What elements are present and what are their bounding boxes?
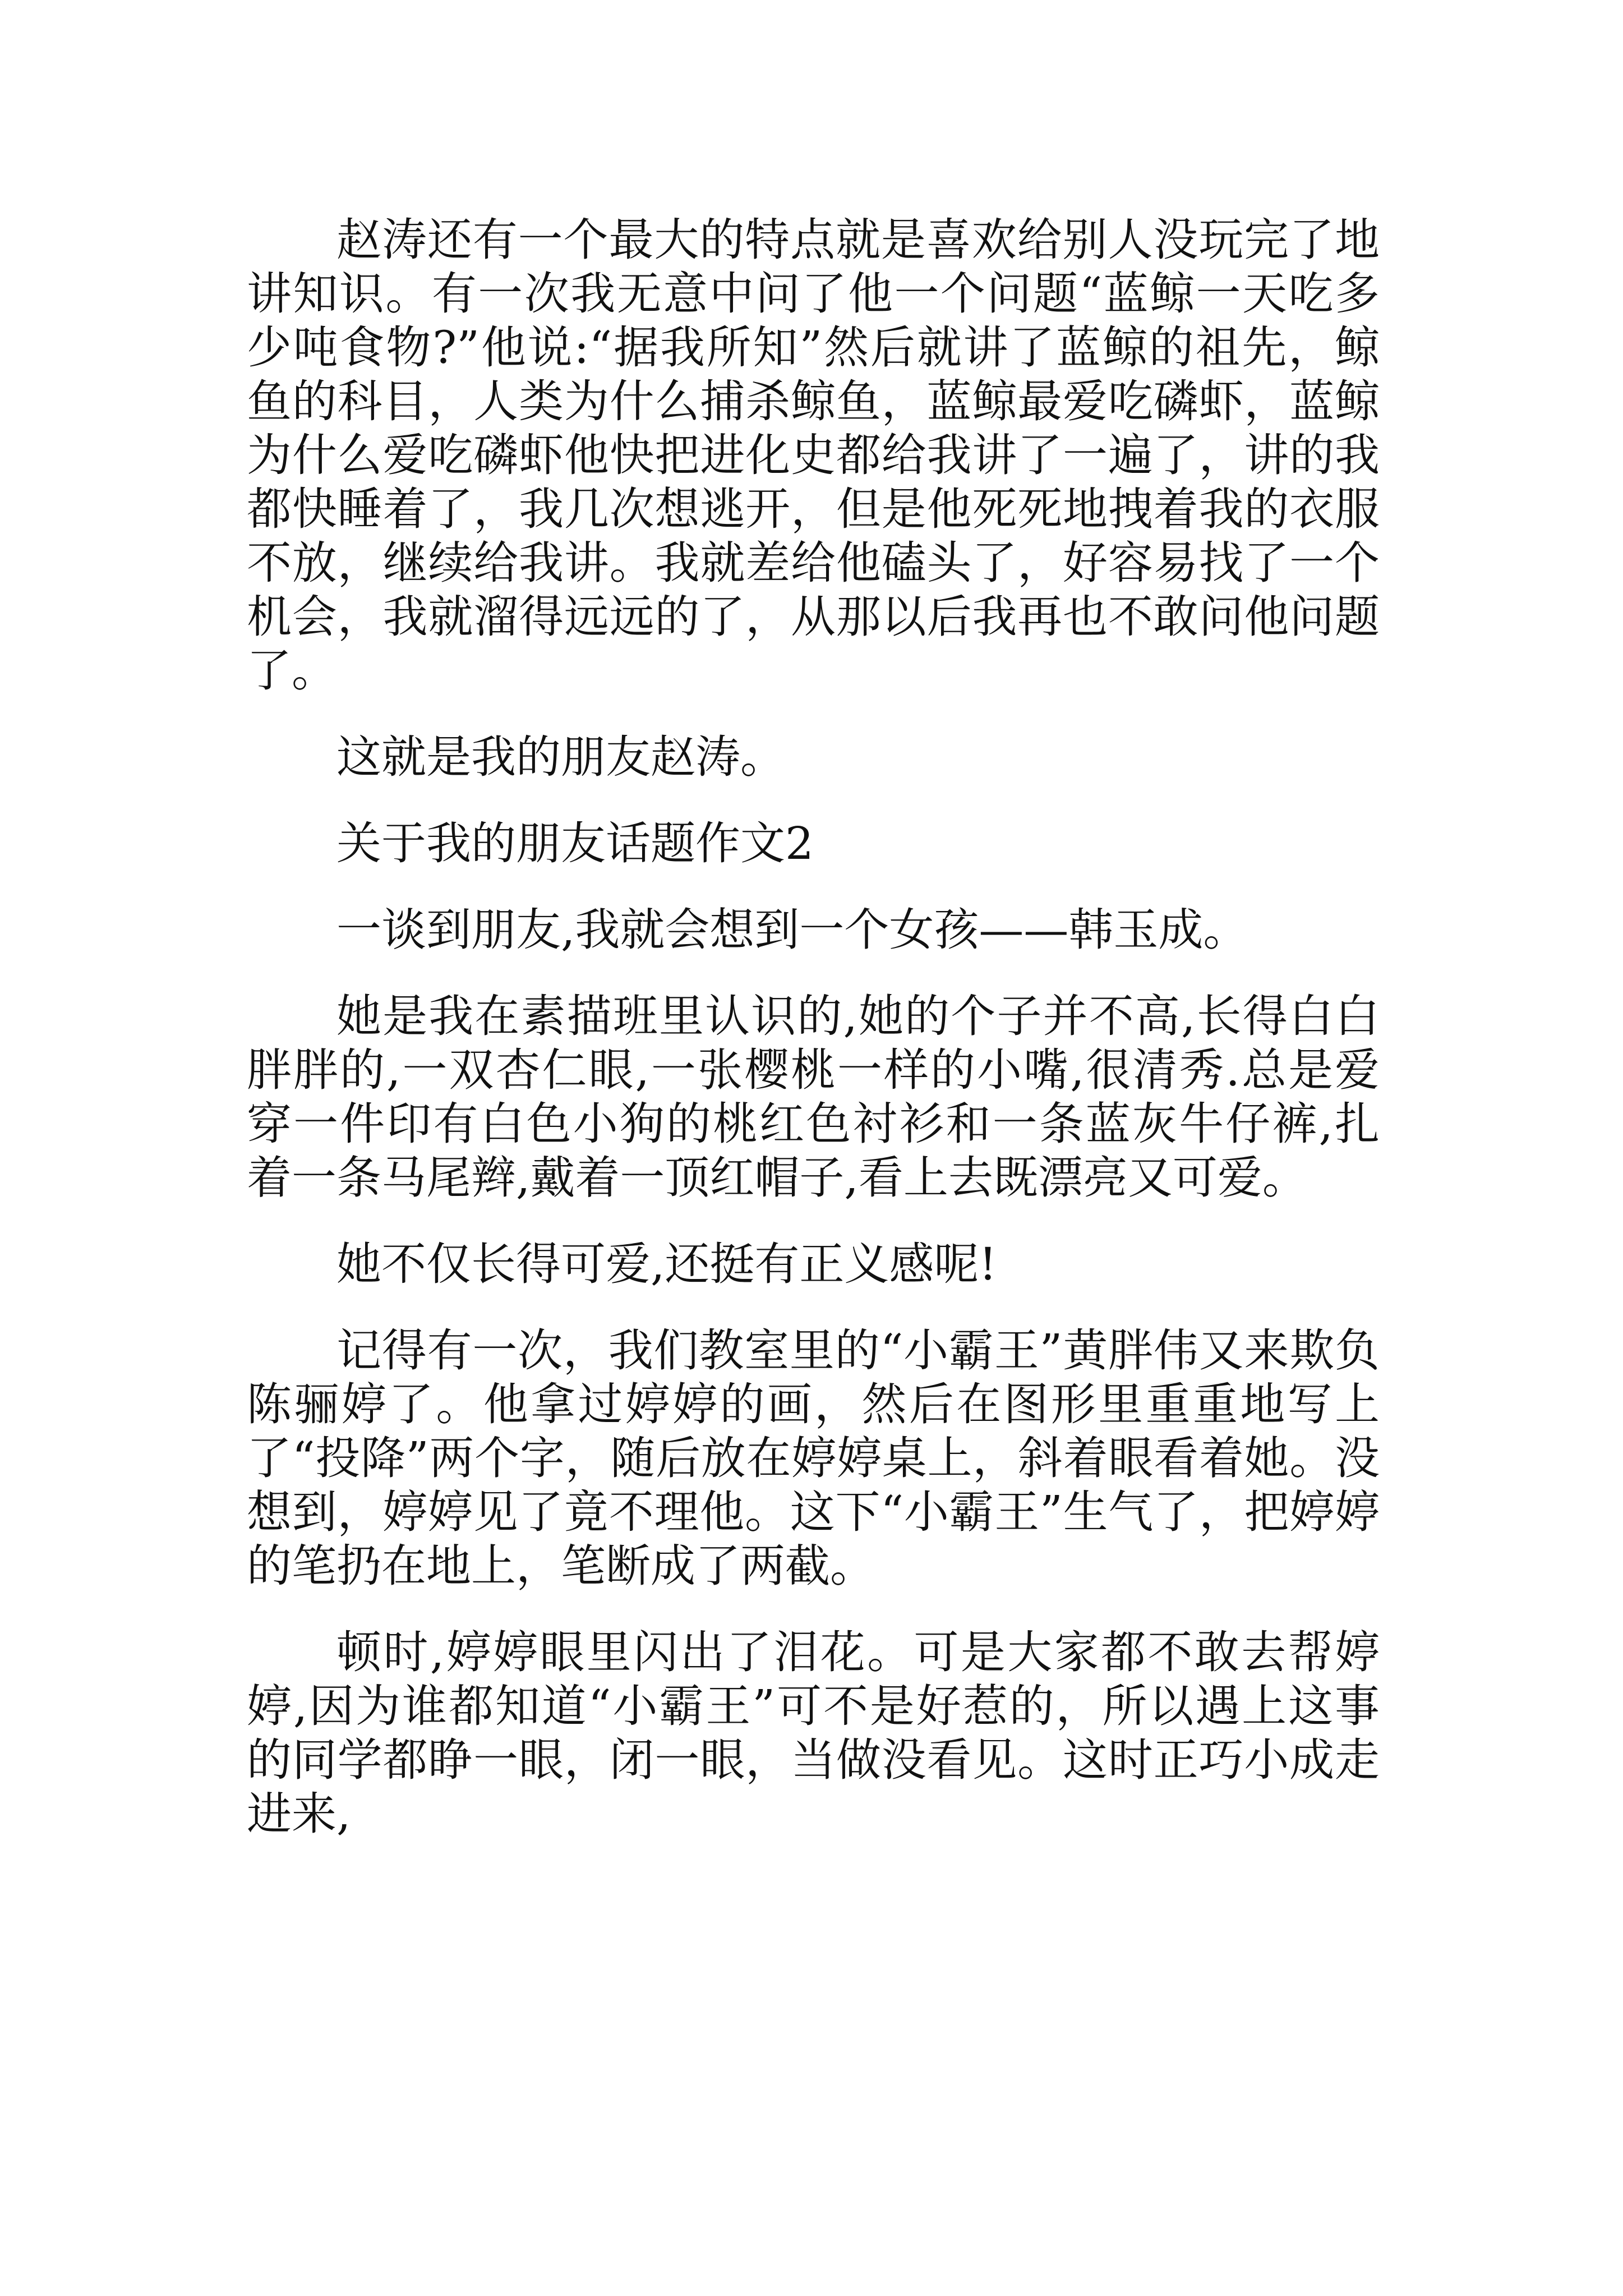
essay-title: 关于我的朋友话题作文2 <box>336 817 814 869</box>
paragraph-2: 这就是我的朋友赵涛。 <box>336 731 785 783</box>
paragraph-5: 她不仅长得可爱,还挺有正义感呢! <box>336 1238 997 1290</box>
paragraph-7: 顿时,婷婷眼里闪出了泪花。可是大家都不敢去帮婷婷,因为谁都知道“小霸王”可不是好惹的，所以遇上这事的同学都睁一眼，闭一眼，当做没看见。这时正巧小成走进来, <box>247 1626 1380 1840</box>
paragraph-3: 一谈到朋友,我就会想到一个女孩——韩玉成。 <box>336 904 1248 956</box>
paragraph-6: 记得有一次，我们教室里的“小霸王”黄胖伟又来欺负陈骊婷了。他拿过婷婷的画，然后在图形里重重地写上了“投降”两个字，随后放在婷婷桌上，斜着眼看着她。没想到，婷婷见了竟不理他。这下“小霸王”生气了，把婷婷的笔扔在地上，笔断成了两截。 <box>247 1324 1380 1592</box>
body-text <box>247 213 1380 1874</box>
paragraph-1: 赵涛还有一个最大的特点就是喜欢给别人没玩完了地讲知识。有一次我无意中问了他一个问题“蓝鲸一天吃多少吨食物?”他说:“据我所知”然后就讲了蓝鲸的祖先，鲸鱼的科目，人类为什么捕杀鲸鱼，蓝鲸最爱吃磷虾，蓝鲸为什么爱吃磷虾他快把进化史都给我讲了一遍了，讲的我都快睡着了，我几次想逃开，但是他死死地拽着我的衣服不放，继续给我讲。我就差给他磕头了，好容易找了一个机会，我就溜得远远的了，从那以后我再也不敢问他问题了。 <box>247 214 1380 697</box>
paragraph-4: 她是我在素描班里认识的,她的个子并不高,长得白白胖胖的,一双杏仁眼,一张樱桃一样的小嘴,很清秀.总是爱穿一件印有白色小狗的桃红色衬衫和一条蓝灰牛仔裤,扎着一条马尾辫,戴着一顶红帽子,看上去既漂亮又可爱。 <box>247 990 1380 1204</box>
